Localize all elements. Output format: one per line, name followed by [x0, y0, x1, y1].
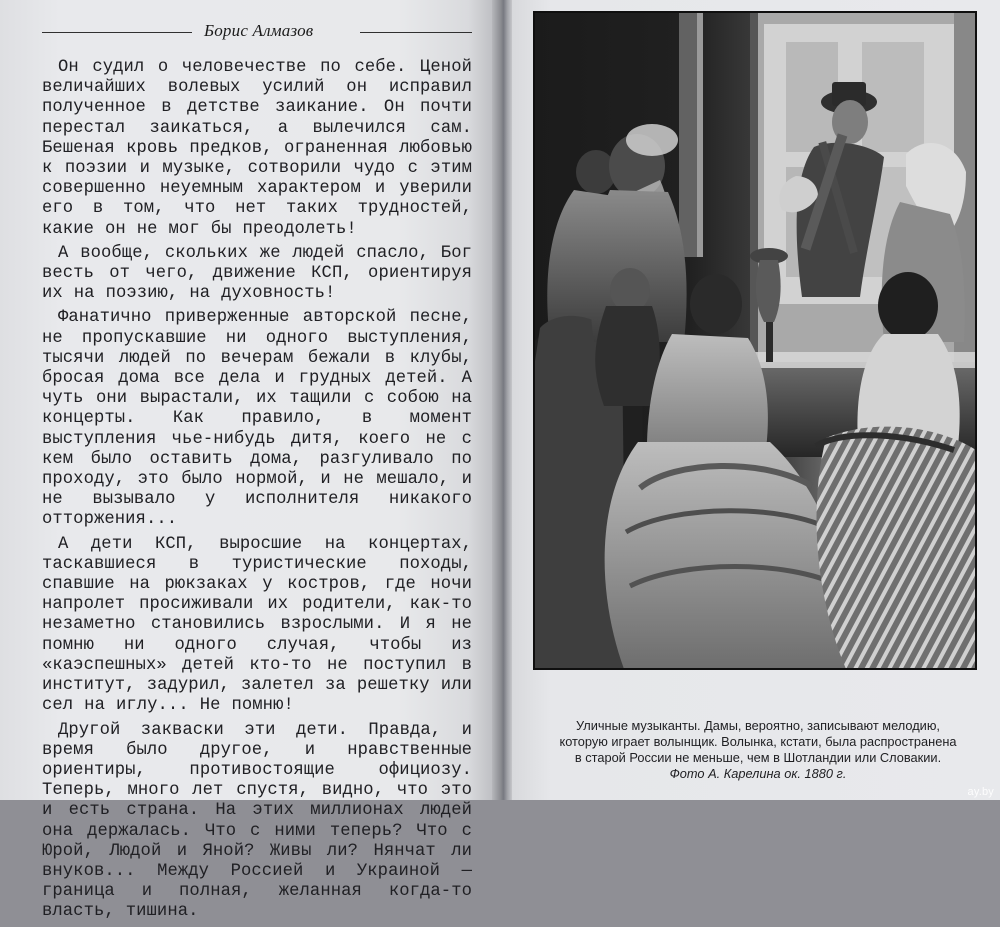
running-head: [42, 20, 472, 44]
caption-line-3: в старой России не меньше, чем в Шотландии или Словакии.: [574, 750, 942, 765]
photo-credit: Фото А. Карелина ок. 1880 г.: [669, 766, 847, 781]
paragraph-4: А дети КСП, выросшие на концертах, таскавшиеся в туристические походы, спавшие на рюкзаках у костров, где ночи напролет просиживали их родители, как-то незаметно становились взрослыми. И я не помню ни одного случая, чтобы из «каэспешных» детей кто-то не поступил в институт, задурил, залетел за решетку или сел на иглу... Не помню!: [42, 534, 472, 716]
header-rule-left: [42, 32, 192, 33]
main-text: [42, 58, 472, 927]
photo-illustration: [534, 12, 976, 669]
left-page: [0, 0, 498, 922]
book-gutter: [492, 0, 514, 800]
site-watermark: ay.by: [967, 786, 994, 798]
header-rule-right: [360, 32, 472, 33]
paragraph-5: Другой закваски эти дети. Правда, и время было другое, и нравственные ориентиры, противостоящие официозу. Теперь, много лет спустя, видно, что это и есть страна. На этих миллионах людей она держалась. Что с ними теперь? Что с Юрой, Людой и Яной? Живы ли? Нянчат ли внуков... Между Россией и Украиной — граница и полная, желанная когда-то власть, тишина.: [42, 720, 472, 922]
caption-line-1: Уличные музыканты. Дамы, вероятно, записывают мелодию,: [576, 718, 940, 733]
author-header: Борис Алмазов: [204, 21, 314, 40]
historic-photo: [534, 12, 976, 669]
paragraph-3: Фанатично приверженные авторской песне, не пропускавшие ни одного выступления, тысячи людей по вечерам бежали в клубы, бросая дома все дела и грудных детей. А чуть они вырастали, их тащили с собою на концерты. Как правило, в момент выступления чье-нибудь дитя, коего не с кем было оставить дома, разгуливало по проходу, это было нормой, и не мешало, и не вызывало у исполнителя никакого отторжения...: [42, 308, 472, 530]
paragraph-2: А вообще, скольких же людей спасло, Бог весть от чего, движение КСП, ориентируя их на поэзию, на духовность!: [42, 243, 472, 304]
photo-caption: [548, 718, 968, 782]
paragraph-1: Он судил о человечестве по себе. Ценой величайших волевых усилий он исправил полученное в детстве заикание. Он почти перестал заикаться, а вылечился сам. Бешеная кровь предков, ограненная любовью к поэзии и музыке, сотворили чудо с этим совершенно неуемным характером и уверили его в том, что нет таких трудностей, какие он не мог бы преодолеть!: [42, 58, 472, 239]
caption-line-2: которую играет волынщик. Волынка, кстати, была распространена: [559, 734, 957, 749]
